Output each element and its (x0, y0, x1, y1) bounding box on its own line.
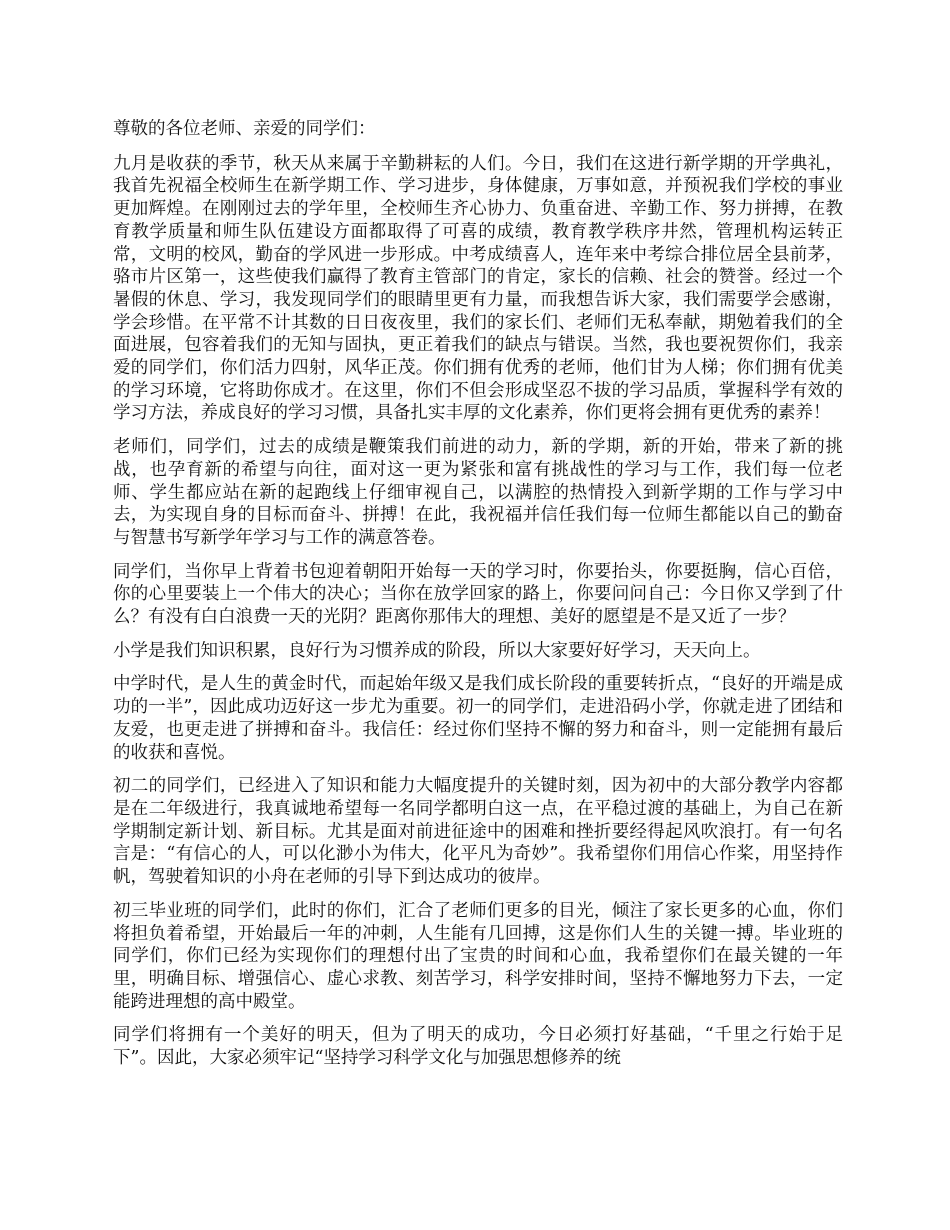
paragraph-2: 老师们，同学们，过去的成绩是鞭策我们前进的动力，新的学期，新的开始，带来了新的挑战，也孕育新的希望与向往，面对这一更为紧张和富有挑战性的学习与工作，我们每一位老师、学生都应站在新的起跑线上仔细审视自己，以满腔的热情投入到新学期的工作与学习中去，为实现自身的目标而奋斗、拼搏！在此，我祝福并信任我们每一位师生都能以自己的勤奋与智慧书写新学年学习与工作的满意答卷。 (113, 437, 843, 548)
paragraph-3: 同学们，当你早上背着书包迎着朝阳开始每一天的学习时，你要抬头，你要挺胸，信心百倍，你的心里要装上一个伟大的决心；当你在放学回家的路上，你要问问自己：今日你又学到了什么？有没有白白浪费一天的光阴？距离你那伟大的理想、美好的愿望是不是又近了一步？ (113, 561, 843, 628)
paragraph-7: 初三毕业班的同学们，此时的你们，汇合了老师们更多的目光，倾注了家长更多的心血，你们将担负着希望，开始最后一年的冲刺，人生能有几回搏，这是你们人生的关键一搏。毕业班的同学们，你们已经为实现你们的理想付出了宝贵的时间和心血，我希望你们在最关键的一年里，明确目标、增强信心、虚心求教、刻苦学习，科学安排时间，坚持不懈地努力下去，一定能跨进理想的高中殿堂。 (113, 900, 843, 1012)
paragraph-5: 中学时代，是人生的黄金时代，而起始年级又是我们成长阶段的重要转折点，“良好的开端是成功的一半”，因此成功迈好这一步尤为重要。初一的同学们，走进沿码小学，你就走进了团结和友爱，也更走进了拼搏和奋斗。我信任：经过你们坚持不懈的努力和奋斗，则一定能拥有最后的收获和喜悦。 (113, 674, 843, 763)
salutation: 尊敬的各位老师、亲爱的同学们： (113, 119, 376, 139)
paragraph-1: 九月是收获的季节，秋天从来属于辛勤耕耘的人们。今日，我们在这进行新学期的开学典礼，我首先祝福全校师生在新学期工作、学习进步，身体健康，万事如意，并预祝我们学校的事业更加辉煌。在刚刚过去的学年里，全校师生齐心协力、负重奋进、辛勤工作、努力拼搏，在教育教学质量和师生队伍建设方面都取得了可喜的成绩，教育教学秩序井然，管理机构运转正常，文明的校风，勤奋的学风进一步形成。中考成绩喜人，连年来中考综合排位居全县前茅，骆市片区第一，这些使我们赢得了教育主管部门的肯定，家长的信赖、社会的赞誉。经过一个暑假的休息、学习，我发现同学们的眼睛里更有力量，而我想告诉大家，我们需要学会感谢，学会珍惜。在平常不计其数的日日夜夜里，我们的家长们、老师们无私奉献，期勉着我们的全面进展，包容着我们的无知与固执，更正着我们的缺点与错误。当然，我也要祝贺你们，我亲爱的同学们，你们活力四射，风华正茂。你们拥有优秀的老师，他们甘为人梯；你们拥有优美的学习环境，它将助你成才。在这里，你们不但会形成坚忍不拔的学习品质，掌握科学有效的学习方法，养成良好的学习习惯，具备扎实丰厚的文化素养，你们更将会拥有更优秀的素养！ (113, 153, 843, 424)
paragraph-4: 小学是我们知识积累，良好行为习惯养成的阶段，所以大家要好好学习，天天向上。 (113, 640, 761, 661)
paragraph-8: 同学们将拥有一个美好的明天，但为了明天的成功，今日必须打好基础，“千里之行始于足下”。因此，大家必须牢记“坚持学习科学文化与加强思想修养的统 (113, 1025, 843, 1069)
paragraph-6: 初二的同学们，已经进入了知识和能力大幅度提升的关键时刻，因为初中的大部分教学内容都是在二年级进行，我真诚地希望每一名同学都明白这一点，在平稳过渡的基础上，为自己在新学期制定新计划、新目标。尤其是面对前进征途中的困难和挫折要经得起风吹浪打。有一句名言是：“有信心的人，可以化渺小为伟大，化平凡为奇妙”。我希望你们用信心作桨，用坚持作帆，驾驶着知识的小舟在老师的引导下到达成功的彼岸。 (113, 776, 843, 888)
document-body (113, 118, 843, 1081)
